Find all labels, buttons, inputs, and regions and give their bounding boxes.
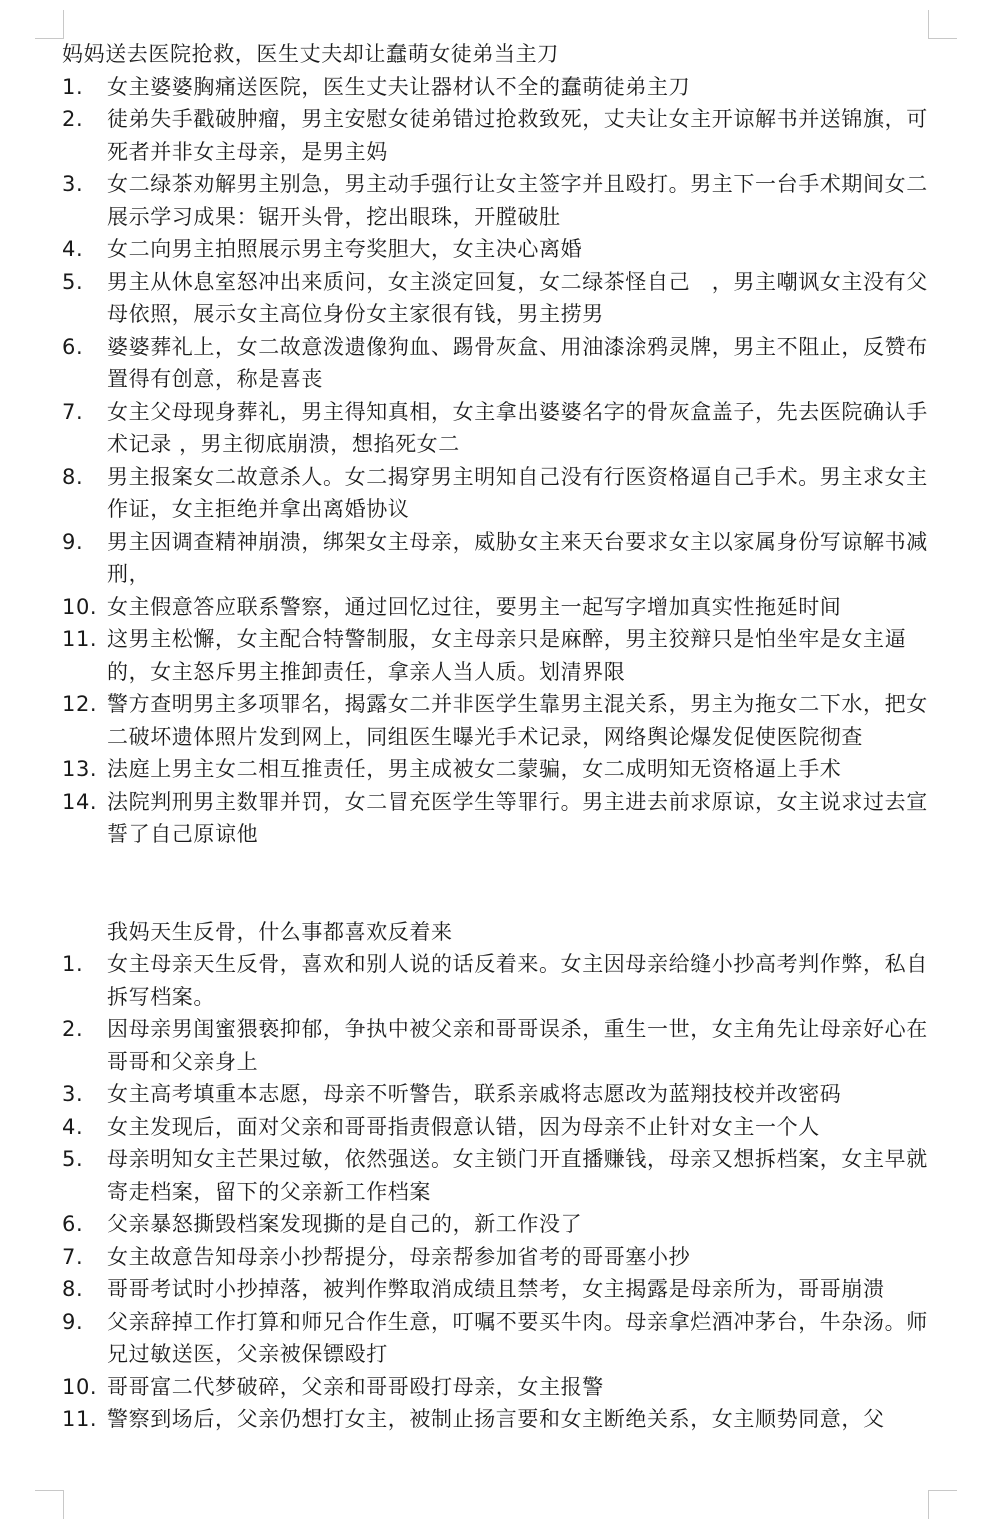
page-corner-mark-top-left xyxy=(35,10,64,39)
page-corner-mark-bottom-right xyxy=(928,1490,957,1519)
list-item xyxy=(62,331,932,396)
item-text: 这男主松懈，女主配合特警制服，女主母亲只是麻醉，男主狡辩只是怕坐牢是女主逼的，女主怒斥男主推卸责任，拿亲人当人质。划清界限 xyxy=(107,627,907,684)
list-item xyxy=(62,1111,932,1144)
list-item xyxy=(62,168,932,233)
item-text: 男主因调查精神崩溃，绑架女主母亲，威胁女主来天台要求女主以家属身份写谅解书减刑， xyxy=(107,529,928,586)
section-title: 我妈天生反骨，什么事都喜欢反着来 xyxy=(107,919,453,944)
list-item xyxy=(62,1078,932,1111)
item-number: 2. xyxy=(62,107,84,131)
item-number: 3. xyxy=(62,1082,84,1106)
list-item xyxy=(62,623,932,688)
section-spacer xyxy=(62,851,932,916)
item-number: 10. xyxy=(62,1374,98,1399)
list-item xyxy=(62,786,932,851)
item-number: 11. xyxy=(62,1407,98,1431)
item-number: 8. xyxy=(62,1277,84,1301)
list-item xyxy=(62,1273,932,1306)
list-item xyxy=(62,1013,932,1078)
item-number: 10. xyxy=(62,594,98,619)
item-number: 13. xyxy=(62,757,98,781)
list-item xyxy=(62,591,932,624)
item-text: 女二绿茶劝解男主别急，男主动手强行让女主签字并且殴打。男主下一台手术期间女二展示学习成果：锯开头骨，挖出眼珠，开膛破肚 xyxy=(107,172,928,229)
item-text: 女主母亲天生反骨，喜欢和别人说的话反着来。女主因母亲给缝小抄高考判作弊，私自拆写档案。 xyxy=(107,952,928,1009)
item-number: 7. xyxy=(62,1244,84,1269)
item-text: 男主报案女二故意杀人。女二揭穿男主明知自己没有行医资格逼自己手术。男主求女主作证，女主拒绝并拿出离婚协议 xyxy=(107,464,928,521)
list-item xyxy=(62,71,932,104)
list-item xyxy=(62,1371,932,1404)
item-text: 女主高考填重本志愿，母亲不听警告，联系亲戚将志愿改为蓝翔技校并改密码 xyxy=(107,1082,842,1106)
item-text: 法庭上男主女二相互推责任，男主成被女二蒙骗，女二成明知无资格逼上手术 xyxy=(107,757,842,781)
list-item xyxy=(62,1143,932,1208)
item-number: 4. xyxy=(62,237,84,261)
item-number: 14. xyxy=(62,789,98,814)
item-text: 婆婆葬礼上，女二故意泼遗像狗血、踢骨灰盒、用油漆涂鸦灵牌，男主不阻止，反赞布置得有创意，称是喜丧 xyxy=(107,334,928,391)
item-text: 男主从休息室怒冲出来质问，女主淡定回复，女二绿茶怪自己 ，男主嘲讽女主没有父母依照，展示女主高位身份女主家很有钱，男主捞男 xyxy=(107,269,928,326)
list-item xyxy=(62,526,932,591)
item-text: 女主发现后，面对父亲和哥哥指责假意认错，因为母亲不止针对女主一个人 xyxy=(107,1114,820,1139)
list-item xyxy=(62,1208,932,1241)
item-text: 因母亲男闺蜜猥亵抑郁，争执中被父亲和哥哥误杀，重生一世，女主角先让母亲好心在哥哥和父亲身上 xyxy=(107,1017,928,1074)
outline-list xyxy=(62,71,932,851)
list-item xyxy=(62,948,932,1013)
item-text: 父亲暴怒撕毁档案发现撕的是自己的，新工作没了 xyxy=(107,1212,583,1236)
item-text: 女主假意答应联系警察，通过回忆过往，要男主一起写字增加真实性拖延时间 xyxy=(107,594,842,619)
item-text: 女主故意告知母亲小抄帮提分，母亲帮参加省考的哥哥塞小抄 xyxy=(107,1244,691,1269)
item-number: 1. xyxy=(62,952,84,976)
item-text: 法院判刑男主数罪并罚，女二冒充医学生等罪行。男主进去前求原谅，女主说求过去宣誓了自己原谅他 xyxy=(107,789,928,846)
list-item xyxy=(62,266,932,331)
item-number: 8. xyxy=(62,464,84,489)
item-number: 9. xyxy=(62,529,84,554)
item-number: 1. xyxy=(62,74,84,99)
list-item xyxy=(62,233,932,266)
document-body xyxy=(62,38,932,1436)
item-text: 徒弟失手戳破肿瘤，男主安慰女徒弟错过抢救致死，丈夫让女主开谅解书并送锦旗，可死者并非女主母亲，是男主妈 xyxy=(107,107,928,164)
story-section xyxy=(62,38,932,851)
item-text: 哥哥考试时小抄掉落，被判作弊取消成绩且禁考，女主揭露是母亲所为，哥哥崩溃 xyxy=(107,1277,885,1301)
list-item xyxy=(62,1306,932,1371)
item-number: 9. xyxy=(62,1309,84,1334)
item-text: 警方查明男主多项罪名，揭露女二并非医学生靠男主混关系，男主为拖女二下水，把女二破坏遗体照片发到网上，同组医生曝光手术记录，网络舆论爆发促使医院彻查 xyxy=(107,692,928,749)
outline-list xyxy=(62,948,932,1436)
list-item xyxy=(62,103,932,168)
item-number: 5. xyxy=(62,269,84,294)
item-number: 6. xyxy=(62,1212,84,1236)
item-text: 女二向男主拍照展示男主夸奖胆大，女主决心离婚 xyxy=(107,237,583,261)
item-text: 警察到场后，父亲仍想打女主，被制止扬言要和女主断绝关系，女主顺势同意，父 xyxy=(107,1407,885,1431)
list-item xyxy=(62,396,932,461)
page-corner-mark-top-right xyxy=(928,10,957,39)
item-number: 5. xyxy=(62,1147,84,1171)
list-item xyxy=(62,688,932,753)
list-item xyxy=(62,753,932,786)
item-number: 3. xyxy=(62,172,84,196)
item-text: 父亲辞掉工作打算和师兄合作生意，叮嘱不要买牛肉。母亲拿烂酒冲茅台，牛杂汤。师兄过敏送医，父亲被保镖殴打 xyxy=(107,1309,928,1366)
item-text: 女主父母现身葬礼，男主得知真相，女主拿出婆婆名字的骨灰盒盖子，先去医院确认手术记录 ，男主彻底崩溃，想掐死女二 xyxy=(107,399,928,456)
item-number: 4. xyxy=(62,1114,84,1139)
list-item xyxy=(62,1403,932,1436)
item-number: 2. xyxy=(62,1017,84,1041)
list-item xyxy=(62,1241,932,1274)
item-number: 7. xyxy=(62,399,84,424)
item-number: 6. xyxy=(62,334,84,359)
list-item xyxy=(62,461,932,526)
item-number: 11. xyxy=(62,627,98,651)
section-title: 妈妈送去医院抢救，医生丈夫却让蠢萌女徒弟当主刀 xyxy=(62,42,559,66)
item-text: 女主婆婆胸痛送医院，医生丈夫让器材认不全的蠢萌徒弟主刀 xyxy=(107,74,691,99)
item-number: 12. xyxy=(62,692,98,716)
item-text: 哥哥富二代梦破碎，父亲和哥哥殴打母亲，女主报警 xyxy=(107,1374,604,1399)
item-text: 母亲明知女主芒果过敏，依然强送。女主锁门开直播赚钱，母亲又想拆档案，女主早就寄走档案，留下的父亲新工作档案 xyxy=(107,1147,928,1204)
story-section xyxy=(62,916,932,1436)
page-corner-mark-bottom-left xyxy=(35,1490,64,1519)
